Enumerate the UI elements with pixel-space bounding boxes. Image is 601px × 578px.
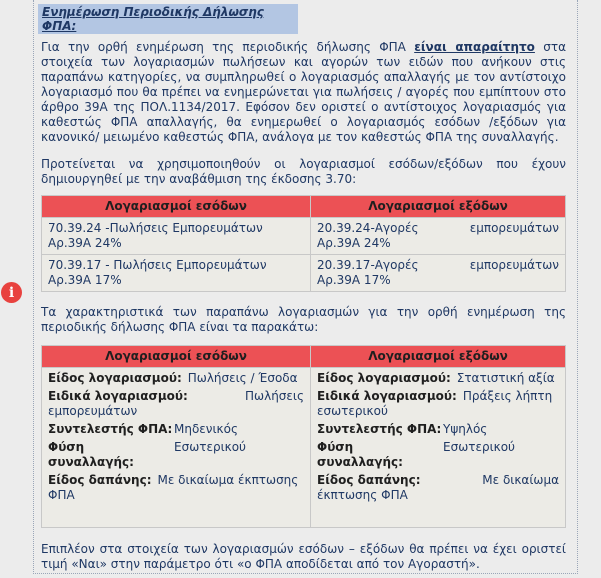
content-body [41, 40, 566, 572]
intro-emphasis: είναι απαραίτητο [414, 40, 535, 54]
characteristics-paragraph: Τα χαρακτηριστικά των παραπάνω λογαριασμών για την ορθή ενημέρωση της περιοδικής δήλωσης ΦΠΑ είναι τα παρακάτω: [41, 305, 566, 334]
suggest-paragraph: Προτείνεται να χρησιμοποιηθούν οι λογαριασμοί εσόδων/εξόδων που έχουν δημιουργηθεί με την αναβάθμιση της έκδοσης 3.70: [41, 157, 566, 186]
intro-paragraph: Για την ορθή ενημέρωση της περιοδικής δήλωσης ΦΠΑ είναι απαραίτητο στα στοιχεία των λογαριασμών πωλήσεων και αγορών των ειδών που ανήκουν στις παραπάνω κατηγορίες, να συμπληρωθεί ο λογαριασμός απαλλαγής με τον αντίστοιχο λογαριασμό που θα πρέπει να ενημερώνεται για πωλήσεις / αγορές που εμπίπτουν στο άρθρο 39Α της ΠΟΛ.1134/2017. Εφόσον δεν οριστεί ο αντίστοιχος λογαριασμός για καθεστώς ΦΠΑ απαλλαγής, θα ενημερωθεί ο λογαριασμός εσόδων /εξόδων για κανονικό/ μειωμένο καθεστώς ΦΠΑ, ανάλογα με τον καθεστώς ΦΠΑ της συναλλαγής. [41, 40, 566, 144]
page-title: Ενημέρωση Περιοδικής Δήλωσης ΦΠΑ: [42, 5, 264, 33]
expense-characteristics: Είδος λογαριασμού: Στατιστική αξία Ειδικά λογαριασμού: Πράξεις λήπτη εσωτερικού Συντελεστής ΦΠΑ: Υψηλός Φύση συναλλαγής: Εσωτερικού Είδος δαπάνης: Με δικαίωμα έκπτωσης ΦΠΑ [311, 368, 566, 528]
income-cell: 70.39.17 - Πωλήσεις Εμπορευμάτων Αρ.39Α 17% [42, 255, 311, 292]
expense-cell: 20.39.24-Αγορές εμπορευμάτων Αρ.39Α 24% [311, 218, 566, 255]
table-row [42, 255, 566, 292]
income-cell: 70.39.24 -Πωλήσεις Εμπορευμάτων Αρ.39Α 24% [42, 218, 311, 255]
income-header: Λογαριασμοί εσόδων [42, 196, 311, 218]
footer-paragraph: Επιπλέον στα στοιχεία των λογαριασμών εσόδων – εξόδων θα πρέπει να έχει οριστεί τιμή «Ναι» στην παράμετρο ότι «ο ΦΠΑ αποδίδεται από τον Αγοραστή». [41, 542, 566, 571]
expense-cell: 20.39.17-Αγορές εμπορευμάτων Αρ.39Α 17% [311, 255, 566, 292]
characteristics-table [41, 345, 566, 528]
expense-header: Λογαριασμοί εξόδων [311, 346, 566, 368]
accounts-table [41, 195, 566, 292]
income-header: Λογαριασμοί εσόδων [42, 346, 311, 368]
income-characteristics: Είδος λογαριασμού: Πωλήσεις / Έσοδα Ειδικά λογαριασμού: Πωλήσεις εμπορευμάτων Συντελεστής ΦΠΑ: Μηδενικός Φύση συναλλαγής: Εσωτερικού Είδος δαπάνης: Με δικαίωμα έκπτωσης ΦΠΑ [42, 368, 311, 528]
title-box [38, 4, 298, 34]
table-row [42, 368, 566, 528]
expense-header: Λογαριασμοί εξόδων [311, 196, 566, 218]
info-icon[interactable]: i [1, 282, 22, 303]
table-row [42, 218, 566, 255]
